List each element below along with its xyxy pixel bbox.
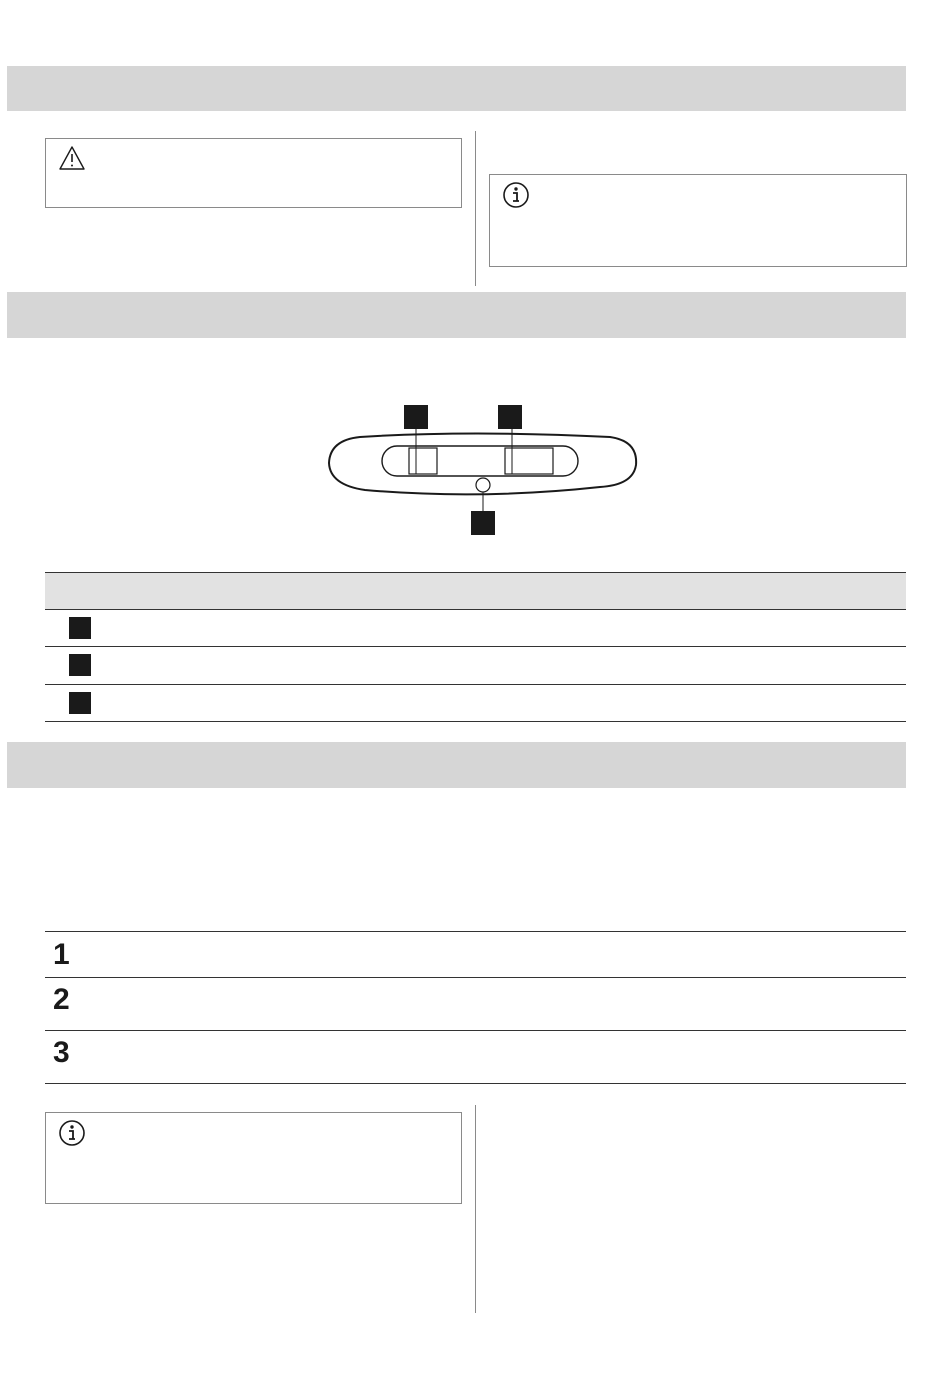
step-rule	[45, 1030, 906, 1031]
warning-notice	[45, 138, 462, 208]
parts-table-header	[45, 572, 906, 610]
step-rule	[45, 1083, 906, 1084]
table-rule	[45, 721, 906, 722]
column-divider-top	[475, 131, 476, 286]
table-rule	[45, 646, 906, 647]
table-row-marker	[69, 617, 91, 639]
table-row-marker	[69, 654, 91, 676]
table-rule	[45, 609, 906, 610]
step-rule	[45, 931, 906, 932]
section-header-1	[7, 66, 906, 111]
step-number-1: 1	[53, 938, 70, 971]
section-header-2	[7, 292, 906, 338]
callout-marker-2	[498, 405, 522, 429]
control-panel-diagram	[320, 395, 650, 540]
table-rule	[45, 684, 906, 685]
step-number-3: 3	[53, 1036, 70, 1069]
indicator-light	[476, 478, 490, 492]
step-number-2: 2	[53, 983, 70, 1016]
column-divider-bottom	[475, 1105, 476, 1313]
info-circle-icon	[502, 181, 530, 214]
step-rule	[45, 977, 906, 978]
callout-marker-1	[404, 405, 428, 429]
left-button	[409, 448, 437, 474]
callout-marker-3	[471, 511, 495, 535]
section-header-3	[7, 742, 906, 788]
info-notice-top	[489, 174, 907, 267]
info-circle-icon	[58, 1119, 86, 1152]
warning-triangle-icon	[58, 145, 86, 176]
table-row-marker	[69, 692, 91, 714]
info-notice-bottom	[45, 1112, 462, 1204]
